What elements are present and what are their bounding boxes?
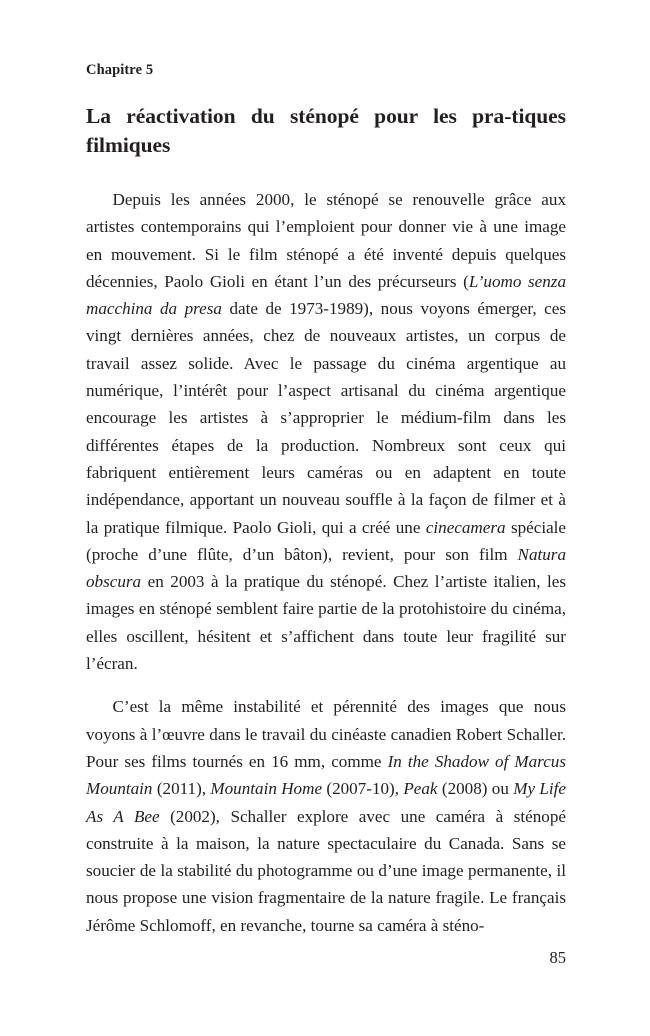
italic-title: My Life As A Bee (86, 779, 566, 826)
text-run: date de 1973-1989), nous voyons émerger, ces vingt dernières années, chez de nouveaux artistes, un corpus de travail assez solide. Avec le passage du cinéma argentique au numérique, l’intérêt pour l’aspect artisanal du cinéma argentique encourage les artistes à s’approprier le médium-film dans les différentes étapes de la production. Nombreux sont ceux qui fabriquent entièrement leurs caméras ou en adaptent en toute indépendance, apportant un nouveau souffle à la façon de filmer et à la pratique filmique. Paolo Gioli, qui a créé une (86, 299, 567, 537)
italic-title: Mountain Home (210, 779, 323, 799)
text-run: (2011), (152, 779, 211, 799)
italic-title: Peak (403, 779, 438, 799)
italic-title: In the Shadow of Marcus Mountain (86, 751, 566, 799)
text-run: (2007-10), (322, 779, 404, 799)
italic-title: L’uomo senza macchina da presa (86, 271, 566, 319)
text-run: en 2003 à la pratique du sténopé. Chez l’artiste italien, les images en sténopé semblent faire partie de la protohistoire du cinéma, elles oscillent, hésitent et s’affichent dans toute leur fragilité sur l’écran. (86, 572, 566, 674)
paragraph-1 (86, 186, 566, 677)
text-run: spéciale (proche d’une flûte, d’un bâton), revient, pour son film (86, 517, 566, 564)
body-text (86, 186, 566, 939)
text-run: Depuis les années 2000, le sténopé se renouvelle grâce aux artistes contemporains qui l’emploient pour donner vie à une image en mouvement. Si le film sténopé a été inventé depuis quelques décennies, Paolo Gioli en étant l’un des précurseurs ( (86, 190, 566, 291)
text-run: (2008) ou (437, 779, 514, 799)
italic-title: cinecamera (425, 517, 506, 537)
paragraph-2 (86, 693, 566, 939)
page-content (86, 0, 566, 1036)
italic-title: Natura obscura (86, 544, 566, 592)
page-title: La réactivation du sténopé pour les pra-tiques filmiques (86, 104, 566, 158)
text-run: (2002), Schaller explore avec une caméra à sténopé construite à la maison, la nature spectaculaire du Canada. Sans se soucier de la stabilité du photogramme ou d’une image permanente, il nous propose une vision fragmentaire de la nature fragile. Le français Jérôme Schlomoff, en revanche, tourne sa caméra à sténo- (86, 806, 566, 935)
chapter-label: Chapitre 5 (86, 62, 154, 78)
page-number: 85 (549, 948, 566, 967)
text-run: C’est la même instabilité et pérennité des images que nous voyons à l’œuvre dans le travail du cinéaste canadien Robert Schaller. Pour ses films tournés en 16 mm, comme (86, 697, 566, 771)
